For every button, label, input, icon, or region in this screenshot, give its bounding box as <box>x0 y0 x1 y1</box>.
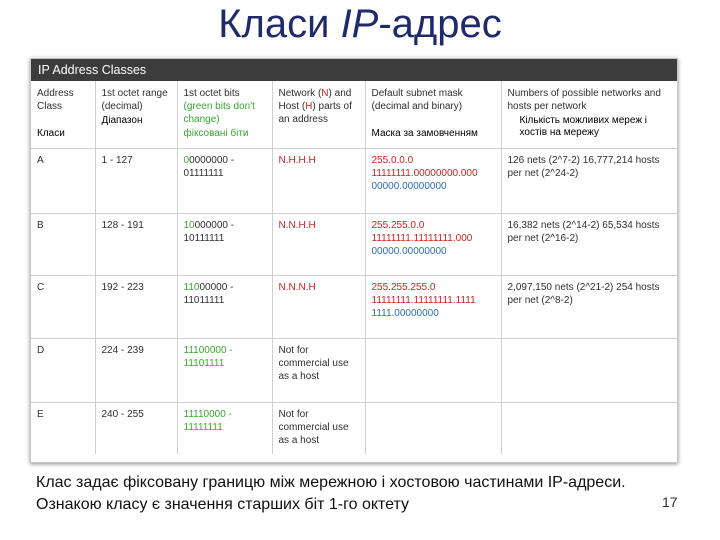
network-host-cell: Not for commercial use as a host <box>272 338 365 402</box>
count-cell: 16,382 nets (2^14-2) 65,534 hosts per net (2^16-2) <box>501 213 677 275</box>
class-cell: E <box>31 402 95 454</box>
bits-cell: 11000000 - 11011111 <box>177 275 272 338</box>
bits-cell: 11100000 - 11101111 <box>177 338 272 402</box>
header-bits-ua: фіксовані біти <box>183 128 249 139</box>
bits-cell: 10000000 - 10111111 <box>177 213 272 275</box>
class-cell: C <box>31 275 95 338</box>
count-cell: 126 nets (2^7-2) 16,777,214 hosts per net (2^24-2) <box>501 148 677 213</box>
header-range-ua: Діапазон <box>101 115 143 126</box>
header-bits: 1st octet bits (green bits don't change) фіксовані біти <box>177 81 272 148</box>
header-mask-ua: Маска за замовченням <box>371 128 478 139</box>
range-cell: 128 - 191 <box>95 213 177 275</box>
mask-cell: 255.255.255.0 11111111.11111111.1111 1111.00000000 <box>365 275 501 338</box>
mask-cell <box>365 338 501 402</box>
count-cell <box>501 338 677 402</box>
range-cell: 240 - 255 <box>95 402 177 454</box>
network-host-cell: Not for commercial use as a host <box>272 402 365 454</box>
table-row <box>31 338 677 402</box>
header-mask: Default subnet mask (decimal and binary) Маска за замовченням <box>365 81 501 148</box>
header-range: 1st octet range (decimal) Діапазон <box>95 81 177 148</box>
table-row <box>31 402 677 454</box>
class-cell: A <box>31 148 95 213</box>
mask-cell: 255.0.0.0 11111111.00000000.000 00000.00000000 <box>365 148 501 213</box>
bits-cell: 11110000 - 11111111 <box>177 402 272 454</box>
range-cell: 1 - 127 <box>95 148 177 213</box>
mask-cell: 255.255.0.0 11111111.11111111.000 00000.00000000 <box>365 213 501 275</box>
ip-classes-card <box>30 58 678 463</box>
header-class-ua: Класи <box>37 128 65 139</box>
count-cell <box>501 402 677 454</box>
ip-classes-table <box>31 81 677 454</box>
network-host-cell: N.N.H.H <box>272 213 365 275</box>
count-cell: 2,097,150 nets (2^21-2) 254 hosts per net (2^8-2) <box>501 275 677 338</box>
table-row <box>31 148 677 213</box>
mask-cell <box>365 402 501 454</box>
header-class: Address Class Класи <box>31 81 95 148</box>
header-count-ua: Кількість можливих мереж і хостів на мережу <box>519 115 648 138</box>
table-row <box>31 275 677 338</box>
table-row <box>31 213 677 275</box>
class-cell: D <box>31 338 95 402</box>
card-header: IP Address Classes <box>31 59 677 81</box>
page-number: 17 <box>662 494 678 510</box>
network-host-cell: N.H.H.H <box>272 148 365 213</box>
header-count: Numbers of possible networks and hosts per network Кількість можливих мереж і хостів на мережу <box>501 81 677 148</box>
range-cell: 192 - 223 <box>95 275 177 338</box>
footer-line-2: Ознакою класу є значення старших біт 1-го октету <box>36 496 410 513</box>
class-cell: B <box>31 213 95 275</box>
footer-line-1: Клас задає фіксовану границю між мережною і хостовою частинами IP-адреси. <box>36 474 626 491</box>
header-network-host: Network (N) and Host (H) parts of an address <box>272 81 365 148</box>
title-ip: IP <box>340 2 379 46</box>
range-cell: 224 - 239 <box>95 338 177 402</box>
bits-cell: 00000000 - 01111111 <box>177 148 272 213</box>
network-host-cell: N.N.N.H <box>272 275 365 338</box>
table-header-row <box>31 81 677 148</box>
slide-title: Класи IP-адрес <box>218 2 502 46</box>
